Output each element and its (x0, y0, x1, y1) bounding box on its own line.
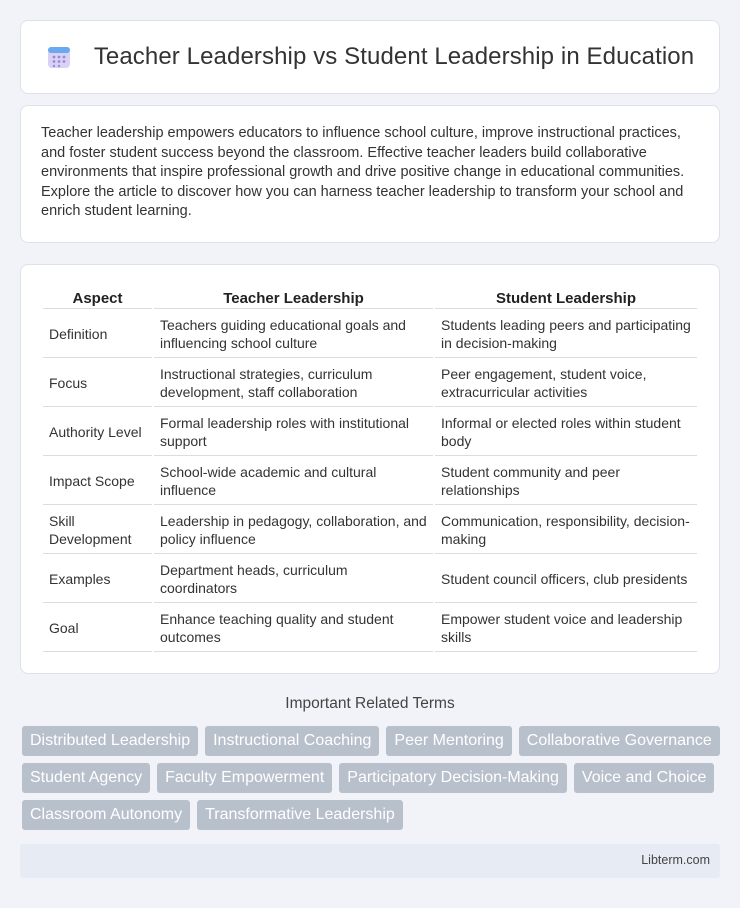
table-row (43, 409, 697, 456)
intro-text: Teacher leadership empowers educators to influence school culture, improve instructional practices, and foster student success beyond the classroom. Effective teacher leaders build collaborative environments that inspire professional growth and drive positive change in educational communities. Explore the article to discover how you can harness teacher leadership to transform your school and enrich student learning. (41, 125, 685, 219)
comparison-table (41, 285, 699, 654)
related-term-tag[interactable]: Student Agency (22, 763, 150, 793)
row-student: Empower student voice and leadership skills (435, 605, 697, 652)
row-student: Student community and peer relationships (435, 458, 697, 505)
table-row (43, 360, 697, 407)
related-term-tag[interactable]: Instructional Coaching (205, 726, 379, 756)
intro-card (20, 105, 720, 243)
related-term-tag[interactable]: Transformative Leadership (197, 800, 403, 830)
related-terms-list (22, 726, 722, 830)
table-header-row (43, 287, 697, 309)
row-aspect: Definition (43, 311, 152, 358)
related-term-tag[interactable]: Peer Mentoring (386, 726, 511, 756)
row-aspect: Focus (43, 360, 152, 407)
row-aspect: Goal (43, 605, 152, 652)
row-teacher: Leadership in pedagogy, collaboration, and policy influence (154, 507, 433, 554)
related-term-tag[interactable]: Classroom Autonomy (22, 800, 190, 830)
row-student: Informal or elected roles within student body (435, 409, 697, 456)
page-title: Teacher Leadership vs Student Leadership in Education (93, 43, 695, 70)
footer (20, 844, 720, 878)
column-header-student: Student Leadership (435, 287, 697, 309)
related-term-tag[interactable]: Distributed Leadership (22, 726, 198, 756)
row-aspect: Impact Scope (43, 458, 152, 505)
table-row (43, 605, 697, 652)
row-aspect: Skill Development (43, 507, 152, 554)
row-teacher: School-wide academic and cultural influence (154, 458, 433, 505)
row-aspect: Authority Level (43, 409, 152, 456)
column-header-teacher: Teacher Leadership (154, 287, 433, 309)
table-row (43, 556, 697, 603)
table-row (43, 311, 697, 358)
table-row (43, 507, 697, 554)
calendar-icon (46, 44, 72, 70)
related-terms-title: Important Related Terms (285, 695, 455, 712)
row-teacher: Department heads, curriculum coordinators (154, 556, 433, 603)
related-term-tag[interactable]: Voice and Choice (574, 763, 715, 793)
row-student: Students leading peers and participating in decision-making (435, 311, 697, 358)
table-row (43, 458, 697, 505)
row-teacher: Teachers guiding educational goals and influencing school culture (154, 311, 433, 358)
row-student: Communication, responsibility, decision-making (435, 507, 697, 554)
row-student: Student council officers, club presidents (435, 556, 697, 603)
row-teacher: Enhance teaching quality and student outcomes (154, 605, 433, 652)
header-card (20, 20, 720, 94)
row-teacher: Formal leadership roles with institutional support (154, 409, 433, 456)
row-teacher: Instructional strategies, curriculum development, staff collaboration (154, 360, 433, 407)
row-student: Peer engagement, student voice, extracurricular activities (435, 360, 697, 407)
footer-brand-link[interactable]: Libterm.com (641, 853, 710, 867)
related-term-tag[interactable]: Faculty Empowerment (157, 763, 332, 793)
row-aspect: Examples (43, 556, 152, 603)
related-term-tag[interactable]: Collaborative Governance (519, 726, 720, 756)
related-term-tag[interactable]: Participatory Decision-Making (339, 763, 567, 793)
comparison-table-card (20, 264, 720, 674)
column-header-aspect: Aspect (43, 287, 152, 309)
